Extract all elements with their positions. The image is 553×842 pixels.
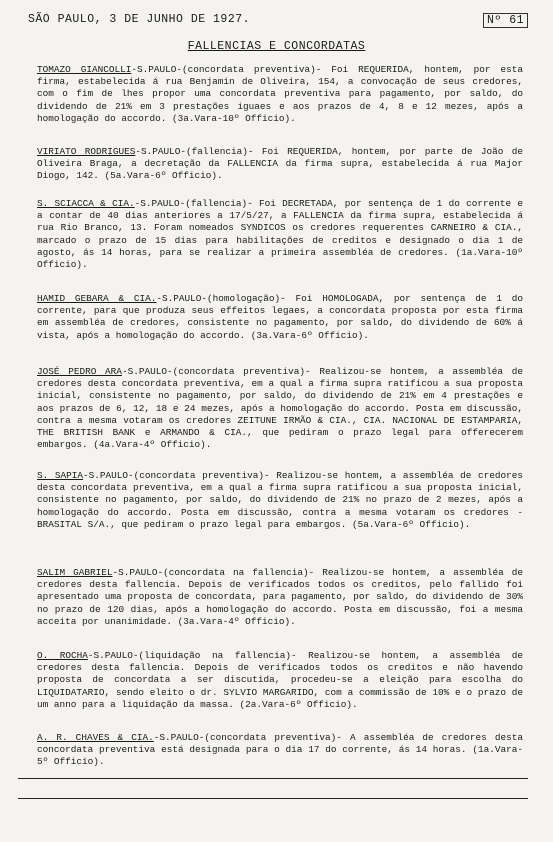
entry-s-sciacca <box>37 198 523 271</box>
issue-number: Nº 61 <box>483 13 528 28</box>
entry-a-r-chaves <box>37 732 523 769</box>
entry-viriato-rodrigues <box>37 146 523 183</box>
entry-body: -S.PAULO-(fallencia)- Foi REQUERIDA, hontem, por parte de João de Oliveira Braga, a decretação da FALLENCIA da firma supra, estabelecida á rua Major Diogo, 142. (5a.Vara-6º Officio). <box>37 146 524 182</box>
entry-body: -S.PAULO-(concordata preventiva)- A assembléa de credores desta concordata preventiva está designada para o dia 17 do corrente, ás 14 horas. (1a.Vara-5º Officio). <box>37 732 523 768</box>
entry-body: -S.PAULO-(liquidação na fallencia)- Realizou-se hontem, a assembléa de credores desta fallencia. Depois de verificados todos os creditos e não havendo proposta de concordata a ser discutida, procedeu-se a eleição para escolha do LIQUIDATARIO, sendo eleito o dr. SYLVIO MARGARIDO, com a commissão de 10% e o prazo de um anno para a liquidação da massa. (2a.Vara-6º Officio). <box>37 650 523 710</box>
date-line: SÃO PAULO, 3 DE JUNHO DE 1927. <box>28 13 251 26</box>
entry-head: S. SAPIA <box>37 470 83 481</box>
entry-head: VIRIATO RODRIGUES <box>37 146 136 157</box>
entry-body: -S.PAULO-(concordata preventiva)- Realizou-se hontem, a assembléa de credores desta concordata preventiva, em a qual a firma supra ratificou a sua proposta inicial, consistente no pagamento, por saldo, do dividendo de 21% em 4 prestações e aos prazos de 6, 12, 18 e 24 mezes, após a homologação do accordo. Posta em discussão, contra a mesma votaram os credores ZEITUNE IRMÃO & CIA., CIA. NACIONAL DE ESTAMPARIA, THE BRITISH BANK e ARMANDO & CIA., que pediram o prazo legal para offerecerem embargos. (4a.Vara-4º Officio). <box>37 366 524 451</box>
divider-rule <box>18 778 528 779</box>
entry-head: SALIM GABRIEL <box>37 567 113 578</box>
page-header <box>28 13 528 31</box>
entry-body: -S.PAULO-(concordata na fallencia)- Realizou-se hontem, a assembléa de credores desta fallencia. Depois de verificados todos os creditos, pelo fallido foi apresentado uma proposta de concordata, para pagamento, por saldo, do dividendo de 30% no prazo de 120 dias, após a homologação do accordo. Posta em discussão, foi a mesma acceita por unanimidade. (3a.Vara-4º Officio). <box>37 567 523 627</box>
entry-salim-gabriel <box>37 567 523 628</box>
entry-tomazo-giancolli <box>37 64 523 125</box>
entry-head: A. R. CHAVES & CIA. <box>37 732 154 743</box>
entry-body: -S.PAULO-(fallencia)- Foi DECRETADA, por sentença de 1 do corrente e a contar de 40 dias anteriores a 17/5/27, a FALLENCIA da firma supra, estabelecida á rua Rio Branco, 13. Foram nomeados SYNDICOS os credores requerentes CARNEIRO & CIA., marcado o prazo de 15 dias para habilitações de creditos e designado o dia 1 de agosto, ás 14 horas, para se realizar a primeira assembléa de credores. (1a.Vara-10º Officio). <box>37 198 524 271</box>
entry-head: O. ROCHA <box>37 650 88 661</box>
entry-s-sapia <box>37 470 523 531</box>
section-title: FALLENCIAS E CONCORDATAS <box>187 40 366 53</box>
entry-head: TOMAZO GIANCOLLI <box>37 64 132 75</box>
entry-o-rocha <box>37 650 523 711</box>
entry-body: -S.PAULO-(homologação)- Foi HOMOLOGADA, por sentença de 1 do corrente, para que produza seus effeitos legaes, a concordata proposta por esta firma em assembléa de credores, consistente no pagamento, por saldo, do dividendo de 60% á vista, após a homologação do accordo. (3a.Vara-6º Officio). <box>37 293 523 341</box>
entry-head: S. SCIACCA & CIA. <box>37 198 135 209</box>
entry-head: JOSÉ PEDRO ARA <box>37 366 122 377</box>
divider-rule <box>18 798 528 799</box>
entry-hamid-gebara <box>37 293 523 342</box>
entry-head: HAMID GEBARA & CIA. <box>37 293 157 304</box>
entry-body: -S.PAULO-(concordata preventiva)- Foi REQUERIDA, hontem, por esta firma, estabelecida á rua Benjamin de Oliveira, 154, a convocação de seus credores, com o fim de lhes propor uma concordata preventiva para pagamento, por saldo, do dividendo de 21% em 3 prestações iguaes e aos prazos de 4, 8 e 12 mezes, após a homologação do accordo. (3a.Vara-10º Officio). <box>37 64 523 124</box>
entry-body: -S.PAULO-(concordata preventiva)- Realizou-se hontem, a assembléa de credores desta concordata preventiva, em a qual a firma supra ratificou a sua proposta inicial, consistente no pagamento, por saldo, do dividendo de 21% no prazo de 2 mezes, após a homologação do accordo. Posta em discussão, contra a mesma votaram os credores - BRASITAL S/A., que pediram o prazo legal para embargos. (5a.Vara-6º Officio). <box>37 470 523 530</box>
entry-jose-pedro-ara <box>37 366 523 451</box>
